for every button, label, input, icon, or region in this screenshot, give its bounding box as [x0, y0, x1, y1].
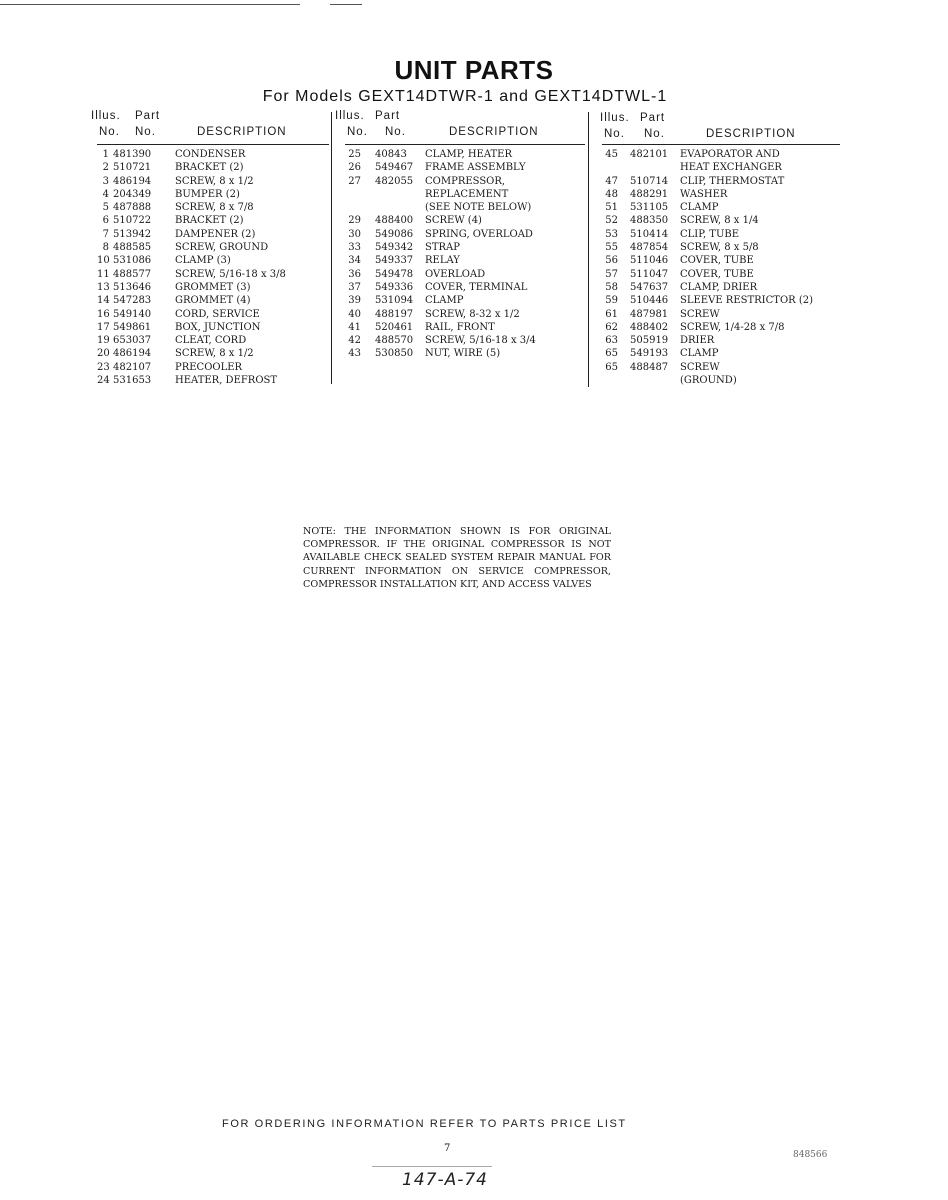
part-number: 549478 — [375, 268, 414, 280]
part-description: SCREW, 8-32 x 1/2 — [425, 308, 520, 320]
part-number: 549140 — [113, 308, 152, 320]
part-row — [345, 254, 585, 267]
illus-number: 14 — [97, 295, 110, 307]
part-description: SCREW, 8 x 1/2 — [175, 348, 254, 360]
part-row — [602, 321, 840, 334]
header-rule — [602, 144, 840, 145]
illus-number: 6 — [102, 215, 109, 227]
part-description: EVAPORATOR AND — [680, 149, 780, 160]
illus-number: 1 — [102, 149, 109, 160]
part-number: 511047 — [630, 268, 669, 280]
part-number: 486194 — [113, 175, 152, 187]
header-rule — [345, 144, 585, 145]
part-number: 530850 — [375, 348, 414, 360]
part-number: 513942 — [113, 228, 152, 240]
part-row — [602, 361, 840, 374]
illus-number: 65 — [605, 348, 618, 360]
part-row — [345, 321, 585, 334]
part-description: RELAY — [425, 255, 460, 267]
illus-number: 41 — [348, 321, 361, 333]
part-description: BOX, JUNCTION — [175, 321, 261, 333]
illus-number: 2 — [102, 162, 109, 174]
part-row — [97, 254, 329, 267]
illus-number: 53 — [605, 228, 618, 240]
compressor-note: NOTE: THE INFORMATION SHOWN IS FOR ORIGINAL COMPRESSOR. IF THE ORIGINAL COMPRESSOR IS NOT AVAILABLE CHECK SEALED SYSTEM REPAIR MANUAL FOR CURRENT INFORMATION ON SERVICE COMPRESSOR, COMPRESSOR INSTALLATION KIT, AND ACCESS VALVES — [303, 526, 611, 590]
part-row — [97, 334, 329, 347]
part-row — [602, 214, 840, 227]
no-label: No. — [644, 128, 665, 140]
part-description: CLAMP — [680, 348, 719, 360]
part-description: SCREW — [680, 308, 720, 320]
part-number: 481390 — [113, 149, 152, 160]
part-description: SCREW, 5/16-18 x 3/4 — [425, 335, 536, 347]
part-number: 482055 — [375, 175, 414, 187]
part-row — [345, 334, 585, 347]
illus-number: 26 — [348, 162, 361, 174]
part-description: NUT, WIRE (5) — [425, 348, 501, 360]
part-description: OVERLOAD — [425, 268, 486, 280]
part-row — [97, 148, 329, 161]
parts-list — [97, 148, 329, 387]
part-description: SCREW, 8 x 1/4 — [680, 215, 759, 227]
part-row — [345, 268, 585, 281]
no-label: No. — [135, 126, 156, 138]
part-number: 549193 — [630, 348, 669, 360]
no-label: No. — [604, 128, 625, 140]
illus-label: Illus. — [91, 110, 121, 122]
illus-number: 61 — [605, 308, 618, 320]
part-row — [602, 347, 840, 360]
part-row — [602, 175, 840, 188]
part-description: SCREW, 8 x 5/8 — [680, 242, 759, 254]
part-row — [345, 214, 585, 227]
part-row — [345, 347, 585, 360]
part-description: COMPRESSOR, — [425, 175, 506, 187]
part-description: (SEE NOTE BELOW) — [425, 202, 532, 214]
part-row — [602, 281, 840, 294]
part-description: DAMPENER (2) — [175, 228, 256, 240]
part-description: SCREW, GROUND — [175, 242, 269, 254]
illus-number: 27 — [348, 175, 361, 187]
part-description: CLIP, TUBE — [680, 228, 740, 240]
part-row — [602, 228, 840, 241]
part-row — [345, 175, 585, 188]
part-number: 40843 — [375, 149, 407, 160]
scan-line — [330, 4, 362, 5]
description-label: DESCRIPTION — [197, 126, 287, 138]
part-number: 487854 — [630, 242, 669, 254]
part-row — [97, 188, 329, 201]
page-title: UNIT PARTS — [394, 55, 554, 85]
part-number: 488197 — [375, 308, 414, 320]
part-number: 520461 — [375, 321, 414, 333]
part-number: 510414 — [630, 228, 669, 240]
part-number: 488577 — [113, 268, 152, 280]
description-label: DESCRIPTION — [706, 128, 796, 140]
part-number: 488402 — [630, 321, 669, 333]
part-row — [345, 294, 585, 307]
part-description: SCREW (4) — [425, 215, 482, 227]
part-description: STRAP — [425, 242, 460, 254]
part-number: 487888 — [113, 202, 152, 214]
no-label: No. — [347, 126, 368, 138]
part-row — [97, 374, 329, 387]
part-description: COVER, TERMINAL — [425, 281, 528, 293]
part-row — [97, 228, 329, 241]
illus-number: 40 — [348, 308, 361, 320]
part-row — [97, 321, 329, 334]
parts-column-2 — [335, 108, 585, 360]
illus-number: 33 — [348, 242, 361, 254]
illus-number: 29 — [348, 215, 361, 227]
page-subtitle: For Models GEXT14DTWR-1 and GEXT14DTWL-1 — [262, 88, 668, 105]
part-number: 531105 — [630, 202, 669, 214]
part-description: HEAT EXCHANGER — [680, 162, 782, 174]
part-number: 549337 — [375, 255, 414, 267]
illus-number: 58 — [605, 281, 618, 293]
part-description: CLAMP — [425, 295, 464, 307]
part-number: 653037 — [113, 335, 152, 347]
part-description: CLAMP (3) — [175, 255, 231, 267]
no-label: No. — [385, 126, 406, 138]
column-divider — [588, 112, 589, 387]
part-number: 531094 — [375, 295, 414, 307]
part-row — [602, 201, 840, 214]
illus-number: 65 — [605, 361, 618, 373]
handwritten-code: 147-A-74 — [402, 1170, 488, 1190]
illus-number: 25 — [348, 149, 361, 160]
part-number: 549342 — [375, 242, 414, 254]
part-description: COVER, TUBE — [680, 268, 754, 280]
illus-number: 47 — [605, 175, 618, 187]
part-row — [345, 161, 585, 174]
part-description: CLAMP, DRIER — [680, 281, 758, 293]
illus-number: 43 — [348, 348, 361, 360]
part-number: 488570 — [375, 335, 414, 347]
illus-number: 16 — [97, 308, 110, 320]
illus-number: 23 — [97, 361, 110, 373]
part-description: BRACKET (2) — [175, 162, 244, 174]
part-description: COVER, TUBE — [680, 255, 754, 267]
part-description: SCREW — [680, 361, 720, 373]
column-header — [91, 108, 329, 144]
part-label: Part — [135, 110, 161, 122]
header-rule — [97, 144, 329, 145]
part-row — [602, 268, 840, 281]
parts-column-3 — [600, 108, 840, 387]
illus-number: 63 — [605, 335, 618, 347]
part-description: GROMMET (3) — [175, 281, 251, 293]
scan-line — [372, 1166, 492, 1167]
part-row — [345, 241, 585, 254]
illus-number: 59 — [605, 295, 618, 307]
part-number: 513646 — [113, 281, 152, 293]
part-description: PRECOOLER — [175, 361, 243, 373]
illus-number: 52 — [605, 215, 618, 227]
illus-number: 48 — [605, 188, 618, 200]
part-number: 488487 — [630, 361, 669, 373]
description-label: DESCRIPTION — [449, 126, 539, 138]
part-description: CLAMP — [680, 202, 719, 214]
part-description: SCREW, 5/16-18 x 3/8 — [175, 268, 286, 280]
part-row — [602, 161, 840, 174]
part-row — [97, 241, 329, 254]
illus-number: 34 — [348, 255, 361, 267]
part-number: 510721 — [113, 162, 152, 174]
illus-number: 37 — [348, 281, 361, 293]
ordering-footer: FOR ORDERING INFORMATION REFER TO PARTS PRICE LIST — [222, 1118, 627, 1130]
illus-number: 17 — [97, 321, 110, 333]
part-number: 482107 — [113, 361, 152, 373]
part-row — [345, 188, 585, 201]
part-number: 488291 — [630, 188, 669, 200]
part-row — [97, 347, 329, 360]
part-row — [97, 201, 329, 214]
part-description: RAIL, FRONT — [425, 321, 495, 333]
illus-number: 10 — [97, 255, 110, 267]
illus-number: 13 — [97, 281, 110, 293]
part-number: 510722 — [113, 215, 152, 227]
part-description: SCREW, 1/4-28 x 7/8 — [680, 321, 785, 333]
parts-list — [345, 148, 585, 361]
part-description: SPRING, OVERLOAD — [425, 228, 533, 240]
part-row — [97, 175, 329, 188]
scan-line — [0, 4, 300, 5]
illus-number: 24 — [97, 375, 110, 387]
part-number: 549467 — [375, 162, 414, 174]
part-number: 487981 — [630, 308, 669, 320]
illus-number: 3 — [102, 175, 109, 187]
part-description: (GROUND) — [680, 375, 737, 387]
part-row — [97, 161, 329, 174]
illus-label: Illus. — [600, 112, 630, 124]
illus-number: 56 — [605, 255, 618, 267]
part-row — [97, 361, 329, 374]
part-number: 511046 — [630, 255, 669, 267]
illus-number: 5 — [102, 202, 109, 214]
no-label: No. — [99, 126, 120, 138]
part-number: 531653 — [113, 375, 152, 387]
column-header — [335, 108, 585, 144]
illus-number: 51 — [605, 202, 618, 214]
part-number: 482101 — [630, 149, 669, 160]
part-number: 547637 — [630, 281, 669, 293]
part-description: DRIER — [680, 335, 715, 347]
part-number: 510714 — [630, 175, 669, 187]
part-number: 549861 — [113, 321, 152, 333]
part-description: SCREW, 8 x 1/2 — [175, 175, 254, 187]
part-row — [345, 228, 585, 241]
part-row — [97, 281, 329, 294]
part-row — [97, 214, 329, 227]
part-description: HEATER, DEFROST — [175, 375, 278, 387]
part-row — [602, 294, 840, 307]
part-number: 549086 — [375, 228, 414, 240]
part-description: SLEEVE RESTRICTOR (2) — [680, 295, 814, 307]
part-description: CLAMP, HEATER — [425, 149, 513, 160]
part-description: SCREW, 8 x 7/8 — [175, 202, 254, 214]
parts-column-1 — [91, 108, 329, 387]
illus-number: 39 — [348, 295, 361, 307]
illus-number: 57 — [605, 268, 618, 280]
illus-number: 30 — [348, 228, 361, 240]
part-number: 505919 — [630, 335, 669, 347]
part-description: CLEAT, CORD — [175, 335, 247, 347]
part-row — [602, 241, 840, 254]
page-number: 7 — [444, 1143, 451, 1154]
part-description: REPLACEMENT — [425, 188, 509, 200]
part-number: 549336 — [375, 281, 414, 293]
part-description: FRAME ASSEMBLY — [425, 162, 526, 174]
part-row — [602, 148, 840, 161]
part-description: CORD, SERVICE — [175, 308, 260, 320]
illus-number: 55 — [605, 242, 618, 254]
illus-number: 20 — [97, 348, 110, 360]
part-row — [345, 148, 585, 161]
part-row — [97, 268, 329, 281]
part-row — [602, 334, 840, 347]
part-description: GROMMET (4) — [175, 295, 251, 307]
illus-number: 42 — [348, 335, 361, 347]
part-description: CONDENSER — [175, 149, 246, 160]
part-row — [345, 201, 585, 214]
part-number: 531086 — [113, 255, 152, 267]
illus-number: 7 — [102, 228, 109, 240]
part-row — [97, 294, 329, 307]
part-description: WASHER — [680, 188, 728, 200]
part-number: 510446 — [630, 295, 669, 307]
illus-number: 62 — [605, 321, 618, 333]
illus-label: Illus. — [335, 110, 365, 122]
illus-number: 11 — [97, 268, 110, 280]
part-description: BRACKET (2) — [175, 215, 244, 227]
illus-number: 4 — [102, 188, 109, 200]
part-row — [345, 308, 585, 321]
part-number: 547283 — [113, 295, 152, 307]
parts-list — [602, 148, 840, 387]
part-number: 204349 — [113, 188, 152, 200]
part-row — [602, 254, 840, 267]
part-row — [602, 188, 840, 201]
part-label: Part — [375, 110, 401, 122]
illus-number: 19 — [97, 335, 110, 347]
part-description: CLIP, THERMOSTAT — [680, 175, 785, 187]
illus-number: 8 — [102, 242, 109, 254]
column-header — [602, 108, 840, 144]
column-divider — [331, 112, 332, 384]
part-description: BUMPER (2) — [175, 188, 240, 200]
part-row — [602, 308, 840, 321]
part-number: 488585 — [113, 242, 152, 254]
part-row — [97, 308, 329, 321]
illus-number: 36 — [348, 268, 361, 280]
part-label: Part — [640, 112, 666, 124]
part-number: 488350 — [630, 215, 669, 227]
document-number: 848566 — [793, 1150, 828, 1160]
part-number: 486194 — [113, 348, 152, 360]
part-row — [602, 374, 840, 387]
part-number: 488400 — [375, 215, 414, 227]
part-row — [345, 281, 585, 294]
illus-number: 45 — [605, 149, 618, 160]
